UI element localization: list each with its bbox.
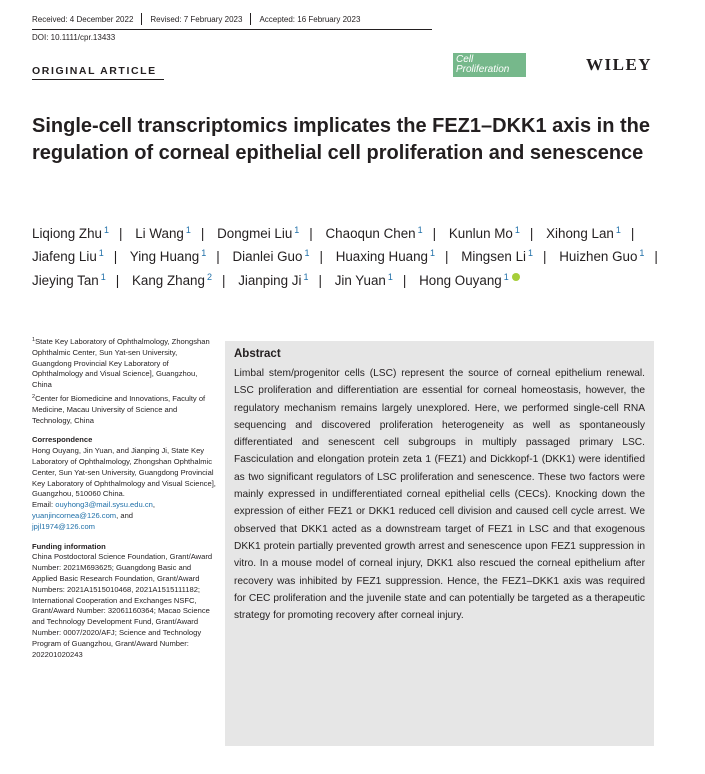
received-date: Received: 4 December 2022 [32, 14, 134, 24]
author[interactable] [419, 273, 520, 288]
left-column [32, 337, 217, 660]
author-separator: | [113, 249, 118, 265]
author-separator: | [115, 272, 120, 288]
affiliation-number: 1 [32, 337, 36, 343]
correspondence-text: Hong Ouyang, Jin Yuan, and Jianping Ji, State Key Laboratory of Ophthalmology, Zhongshan Ophthalmic Center, Sun Yat-sen University, Guangdong Provincial Key Laboratory of Ophthalmology and Visual Science], Guangzhou, 510060 China. [32, 446, 216, 499]
article-dates [32, 13, 360, 25]
affiliation-text: Center for Biomedicine and Innovations, Faculty of Medicine, Macau University of Science and Technology, China [32, 393, 206, 425]
author-name: Jin Yuan [334, 272, 386, 288]
author-name: Kang Zhang [131, 272, 205, 288]
author-separator: | [309, 226, 313, 241]
author-list [32, 222, 682, 292]
author-separator: | [216, 249, 220, 265]
author-affiliation-number[interactable]: 1 [100, 271, 106, 282]
author-affiliation-number[interactable]: 1 [503, 271, 509, 282]
author[interactable] [336, 249, 458, 264]
author-affiliation-number[interactable]: 2 [206, 271, 212, 282]
author-separator: | [221, 272, 226, 288]
author-name: Liqiong Zhu [32, 226, 102, 241]
correspondence-heading: Correspondence [32, 435, 93, 445]
author-separator: | [318, 272, 322, 288]
author-name: Jianping Ji [238, 272, 302, 288]
author-affiliation-number[interactable]: 1 [417, 225, 423, 235]
author[interactable] [135, 226, 213, 241]
author-affiliation-number[interactable]: 1 [528, 248, 534, 259]
author-name: Kunlun Mo [448, 226, 513, 241]
affiliation-1 [32, 337, 217, 391]
author[interactable] [238, 273, 331, 288]
author-name: Huizhen Guo [559, 249, 638, 265]
author-separator: | [119, 226, 123, 241]
email-link[interactable]: ouyhong3@mail.sysu.edu.cn [55, 500, 153, 510]
author[interactable] [449, 226, 543, 241]
author-separator: | [432, 226, 437, 241]
author-affiliation-number[interactable]: 1 [639, 248, 645, 259]
author-separator: | [319, 249, 323, 265]
author-separator: | [630, 226, 635, 241]
author-affiliation-number[interactable]: 1 [615, 225, 621, 235]
author-name: Chaoqun Chen [325, 226, 416, 241]
article-type: ORIGINAL ARTICLE [32, 65, 157, 77]
author-affiliation-number[interactable]: 1 [98, 248, 104, 259]
author-name: Dianlei Guo [232, 249, 303, 265]
author[interactable] [559, 249, 667, 264]
author[interactable] [132, 273, 234, 288]
journal-logo [453, 53, 526, 77]
article-type-rule [32, 79, 164, 80]
doi[interactable]: DOI: 10.1111/cpr.13433 [32, 33, 116, 42]
author[interactable] [546, 226, 643, 241]
author-name: Huaxing Huang [335, 249, 428, 265]
publisher-logo: WILEY [586, 55, 653, 74]
abstract-box [225, 341, 654, 746]
author-affiliation-number[interactable]: 1 [185, 225, 191, 235]
article-title: Single-cell transcriptomics implicates the FEZ1–DKK1 axis in the regulation of corneal epithelial cell proliferation and senescence [32, 115, 650, 164]
orcid-icon[interactable] [512, 273, 520, 281]
author[interactable] [32, 226, 131, 241]
author-affiliation-number[interactable]: 1 [430, 248, 436, 259]
author-separator: | [543, 249, 547, 265]
email-separator: , [152, 500, 155, 510]
abstract-heading: Abstract [234, 348, 281, 360]
author[interactable] [130, 249, 229, 264]
email-label: Email: [32, 500, 54, 510]
author-affiliation-number[interactable]: 1 [304, 248, 310, 259]
author-name: Ying Huang [129, 249, 200, 265]
accepted-date: Accepted: 16 February 2023 [259, 14, 361, 24]
author-affiliation-number[interactable]: 1 [201, 248, 207, 259]
date-separator [250, 13, 251, 25]
funding-heading: Funding information [32, 541, 106, 551]
email-link[interactable]: yuanjincornea@126.com [32, 510, 117, 520]
author-name: Xihong Lan [546, 226, 614, 241]
affiliation-text: State Key Laboratory of Ophthalmology, Zhongshan Ophthalmic Center, Sun Yat-sen University, Guangdong Provincial Key Laboratory of Ophthalmology and Visual Science], Guangzhou, China [32, 337, 210, 390]
affiliation-2 [32, 394, 217, 426]
author[interactable] [32, 273, 128, 288]
email-separator: , and [116, 510, 134, 520]
author[interactable] [461, 249, 555, 264]
journal-logo-line2: Proliferation [456, 64, 510, 75]
author-affiliation-number[interactable]: 1 [103, 225, 109, 235]
author-name: Li Wang [135, 226, 184, 241]
revised-date: Revised: 7 February 2023 [150, 14, 243, 24]
author-name: Dongmei Liu [217, 226, 293, 241]
author[interactable] [335, 273, 416, 288]
author-separator: | [529, 226, 534, 241]
header-rule [32, 29, 432, 30]
author[interactable] [232, 249, 331, 264]
email-link[interactable]: jpjl1974@126.com [32, 521, 96, 531]
author-name: Mingsen Li [461, 249, 526, 265]
author-separator: | [200, 226, 205, 241]
abstract-text: Limbal stem/progenitor cells (LSC) represent the source of corneal epithelium renewal. LSC proliferation and differentiation are essential for corneal homeostasis, however, the regulatory mechanism remains largely unexplored. Here, we performed single-cell RNA sequencing and discovered proliferation heterogeneity as well as spontaneously differentiated and senescent cell subgroups in multiply passaged primary LSC. Fasciculation and elongation protein zeta 1 (FEZ1) and Dickkopf-1 (DKK1) were identified as two significant regulators of LSC proliferation and senescence. These two factors were mainly expressed in undifferentiated corneal epithelial cells (CECs). Knocking down the expression of either FEZ1 or DKK1 reduced cell division and caused cell cycle arrest. We observed that DKK1 acted as a downstream target of FEZ1 in LSC and that exogenous DKK1 protein partially prevented growth arrest and senescence upon FEZ1 suppression in vitro. In a mouse model of corneal injury, DKK1 also rescued the corneal epithelium after recovery was inhibited by FEZ1 suppression. Hence, the FEZ1–DKK1 axis was required for CEC proliferation and the juvenile state and can potentially be targeted as a therapeutic strategy for promoting recovery after corneal injury. [234, 368, 645, 622]
affiliation-number: 2 [32, 393, 36, 400]
author-affiliation-number[interactable]: 1 [294, 225, 300, 235]
date-separator [141, 13, 142, 25]
author-name: Hong Ouyang [419, 272, 502, 288]
author[interactable] [32, 249, 126, 264]
journal-logo-line1: Cell [456, 54, 474, 65]
author-separator: | [402, 272, 407, 288]
author-affiliation-number[interactable]: 1 [303, 271, 309, 282]
correspondence-emails [32, 500, 217, 532]
author[interactable] [217, 226, 322, 241]
author-name: Jieying Tan [32, 272, 99, 288]
author-affiliation-number[interactable]: 1 [387, 271, 393, 282]
funding-text: China Postdoctoral Science Foundation, Grant/Award Number: 2021M693625; Guangdong Basic and Applied Basic Research Foundation, Grant/Award Numbers: 2021A1515010468, 2021A1515111182; International Cooperation and Exchanges NSFC, Grant/Award Number: 32061160364; Macao Science and Technology Development Fund, Grant/Award Number: 0007/2020/AFJ; Science and Technology Program of Guangzhou, Grant/Award Number: 202201020243 [32, 552, 213, 659]
author[interactable] [326, 226, 446, 241]
author-affiliation-number[interactable]: 1 [514, 225, 520, 235]
author-separator: | [654, 249, 658, 265]
author-separator: | [445, 249, 449, 265]
author-name: Jiafeng Liu [32, 249, 97, 265]
